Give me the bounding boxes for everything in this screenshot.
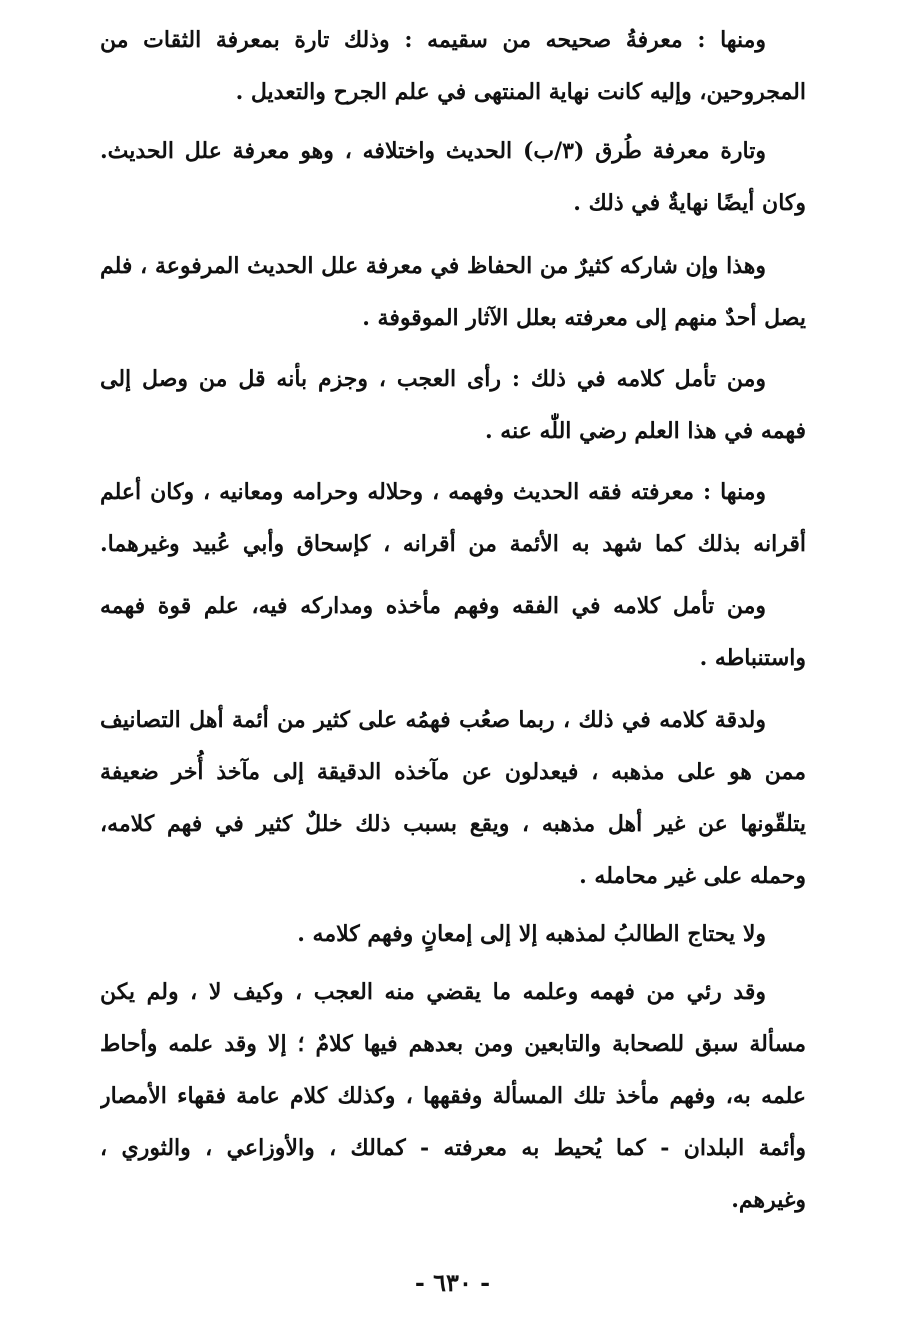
body-text bbox=[100, 14, 806, 118]
body-text bbox=[100, 580, 806, 684]
text-line: فهمه في هذا العلم رضي اللّٰه عنه . bbox=[484, 418, 806, 444]
text-line: وتارة معرفة طُرق (٣/ب) الحديث واختلافه ، وهو معرفة علل الحديث. bbox=[100, 138, 766, 164]
text-line: وحمله على غير محامله . bbox=[579, 863, 806, 889]
text-line: وكان أيضًا نهايةٌ في ذلك . bbox=[573, 190, 806, 216]
body-text bbox=[100, 908, 806, 960]
body-text bbox=[100, 240, 806, 344]
text-line: ومن تأمل كلامه في الفقه وفهم مأخذه ومداركه فيه، علم قوة فهمه bbox=[100, 593, 766, 619]
page-number: - ٦٣٠ - bbox=[414, 1268, 491, 1297]
text-line: يتلقّونها عن غير أهل مذهبه ، ويقع بسبب ذلك خللٌ كثير في فهم كلامه، bbox=[100, 811, 806, 837]
text-line: ومنها : معرفةُ صحيحه من سقيمه : وذلك تارة بمعرفة الثقات من bbox=[100, 27, 766, 53]
text-line: واستنباطه . bbox=[699, 645, 806, 671]
text-line: ولدقة كلامه في ذلك ، ربما صعُب فهمُه على كثير من أئمة أهل التصانيف bbox=[100, 707, 766, 733]
text-line: يصل أحدٌ منهم إلى معرفته بعلل الآثار الموقوفة . bbox=[362, 305, 806, 331]
body-text bbox=[100, 353, 806, 457]
text-line: علمه به، وفهم مأخذ تلك المسألة وفقهها ، وكذلك كلام عامة فقهاء الأمصار bbox=[100, 1083, 806, 1109]
body-text bbox=[100, 694, 806, 902]
text-line: وقد رئي من فهمه وعلمه ما يقضي منه العجب ، وكيف لا ، ولم يكن bbox=[100, 979, 766, 1005]
body-text bbox=[100, 966, 806, 1226]
text-line: وغيرهم. bbox=[731, 1187, 806, 1213]
text-line: وهذا وإن شاركه كثيرٌ من الحفاظ في معرفة علل الحديث المرفوعة ، فلم bbox=[100, 253, 766, 279]
text-line: ممن هو على مذهبه ، فيعدلون عن مآخذه الدقيقة إلى مآخذ أُخر ضعيفة bbox=[100, 759, 806, 785]
text-line: أقرانه بذلك كما شهد به الأئمة من أقرانه ، كإسحاق وأبي عُبيد وغيرهما. bbox=[100, 531, 806, 557]
text-line: ولا يحتاج الطالبُ لمذهبه إلا إلى إمعانٍ وفهم كلامه . bbox=[297, 921, 766, 947]
body-text bbox=[100, 125, 806, 229]
text-line: المجروحين، وإليه كانت نهاية المنتهى في علم الجرح والتعديل . bbox=[235, 79, 806, 105]
text-line: وأئمة البلدان - كما يُحيط به معرفته - كمالك ، والأوزاعي ، والثوري ، bbox=[100, 1135, 806, 1161]
text-line: مسألة سبق للصحابة والتابعين ومن بعدهم فيها كلامٌ ؛ إلا وقد علمه وأحاط bbox=[100, 1031, 806, 1057]
text-line: ومن تأمل كلامه في ذلك : رأى العجب ، وجزم بأنه قل من وصل إلى bbox=[100, 366, 766, 392]
text-line: ومنها : معرفته فقه الحديث وفهمه ، وحلاله وحرامه ومعانيه ، وكان أعلم bbox=[100, 479, 766, 505]
body-text bbox=[100, 466, 806, 570]
